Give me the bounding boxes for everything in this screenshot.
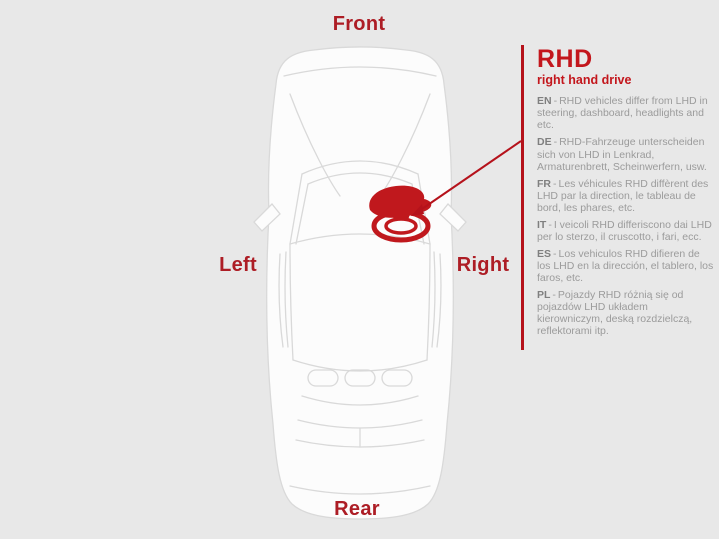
label-rear: Rear <box>334 498 380 520</box>
panel-title: RHD <box>537 45 593 73</box>
lang-code-en: EN <box>537 95 552 108</box>
translation-entry-es <box>537 248 715 284</box>
separator: - <box>553 95 558 108</box>
entry-text-de: RHD-Fahrzeuge unterscheiden sich von LHD in Lenkrad, Armaturenbrett, Scheinwerfern, usw. <box>537 136 707 173</box>
panel-subtitle: right hand drive <box>537 73 632 88</box>
lang-code-pl: PL <box>537 289 551 302</box>
label-left: Left <box>219 254 257 276</box>
lang-code-it: IT <box>537 218 547 231</box>
translation-entry-de <box>537 136 715 172</box>
car-body-outline <box>267 47 454 519</box>
entry-text-en: RHD vehicles differ from LHD in steering, dashboard, headlights and etc. <box>537 95 708 132</box>
lang-code-fr: FR <box>537 177 551 190</box>
entry-text-it: I veicoli RHD differiscono dai LHD per lo sterzo, il cruscotto, i fari, ecc. <box>537 218 712 243</box>
rhd-info-panel <box>521 45 715 350</box>
car-top-view-diagram <box>250 42 470 526</box>
entry-text-pl: Pojazdy RHD różnią się od pojazdów LHD układem kierowniczym, deską rozdzielczą, reflektorami itp. <box>537 289 693 338</box>
translation-entry-en <box>537 95 715 131</box>
entry-text-fr: Les véhicules RHD diffèrent des LHD par la direction, le tableau de bord, les phares, etc. <box>537 177 709 214</box>
separator: - <box>552 289 556 302</box>
separator: - <box>553 247 557 260</box>
translation-entry-pl <box>537 289 715 337</box>
label-front: Front <box>332 13 386 35</box>
label-right: Right <box>456 254 510 276</box>
lang-code-es: ES <box>537 247 552 260</box>
entry-text-es: Los vehiculos RHD difieren de los LHD en la dirección, el tablero, los faros, etc. <box>537 247 714 285</box>
translation-entry-fr <box>537 178 715 214</box>
lang-code-de: DE <box>537 136 552 149</box>
separator: - <box>553 177 557 190</box>
separator: - <box>548 218 552 231</box>
separator: - <box>553 136 558 149</box>
translation-entry-it <box>537 219 715 243</box>
